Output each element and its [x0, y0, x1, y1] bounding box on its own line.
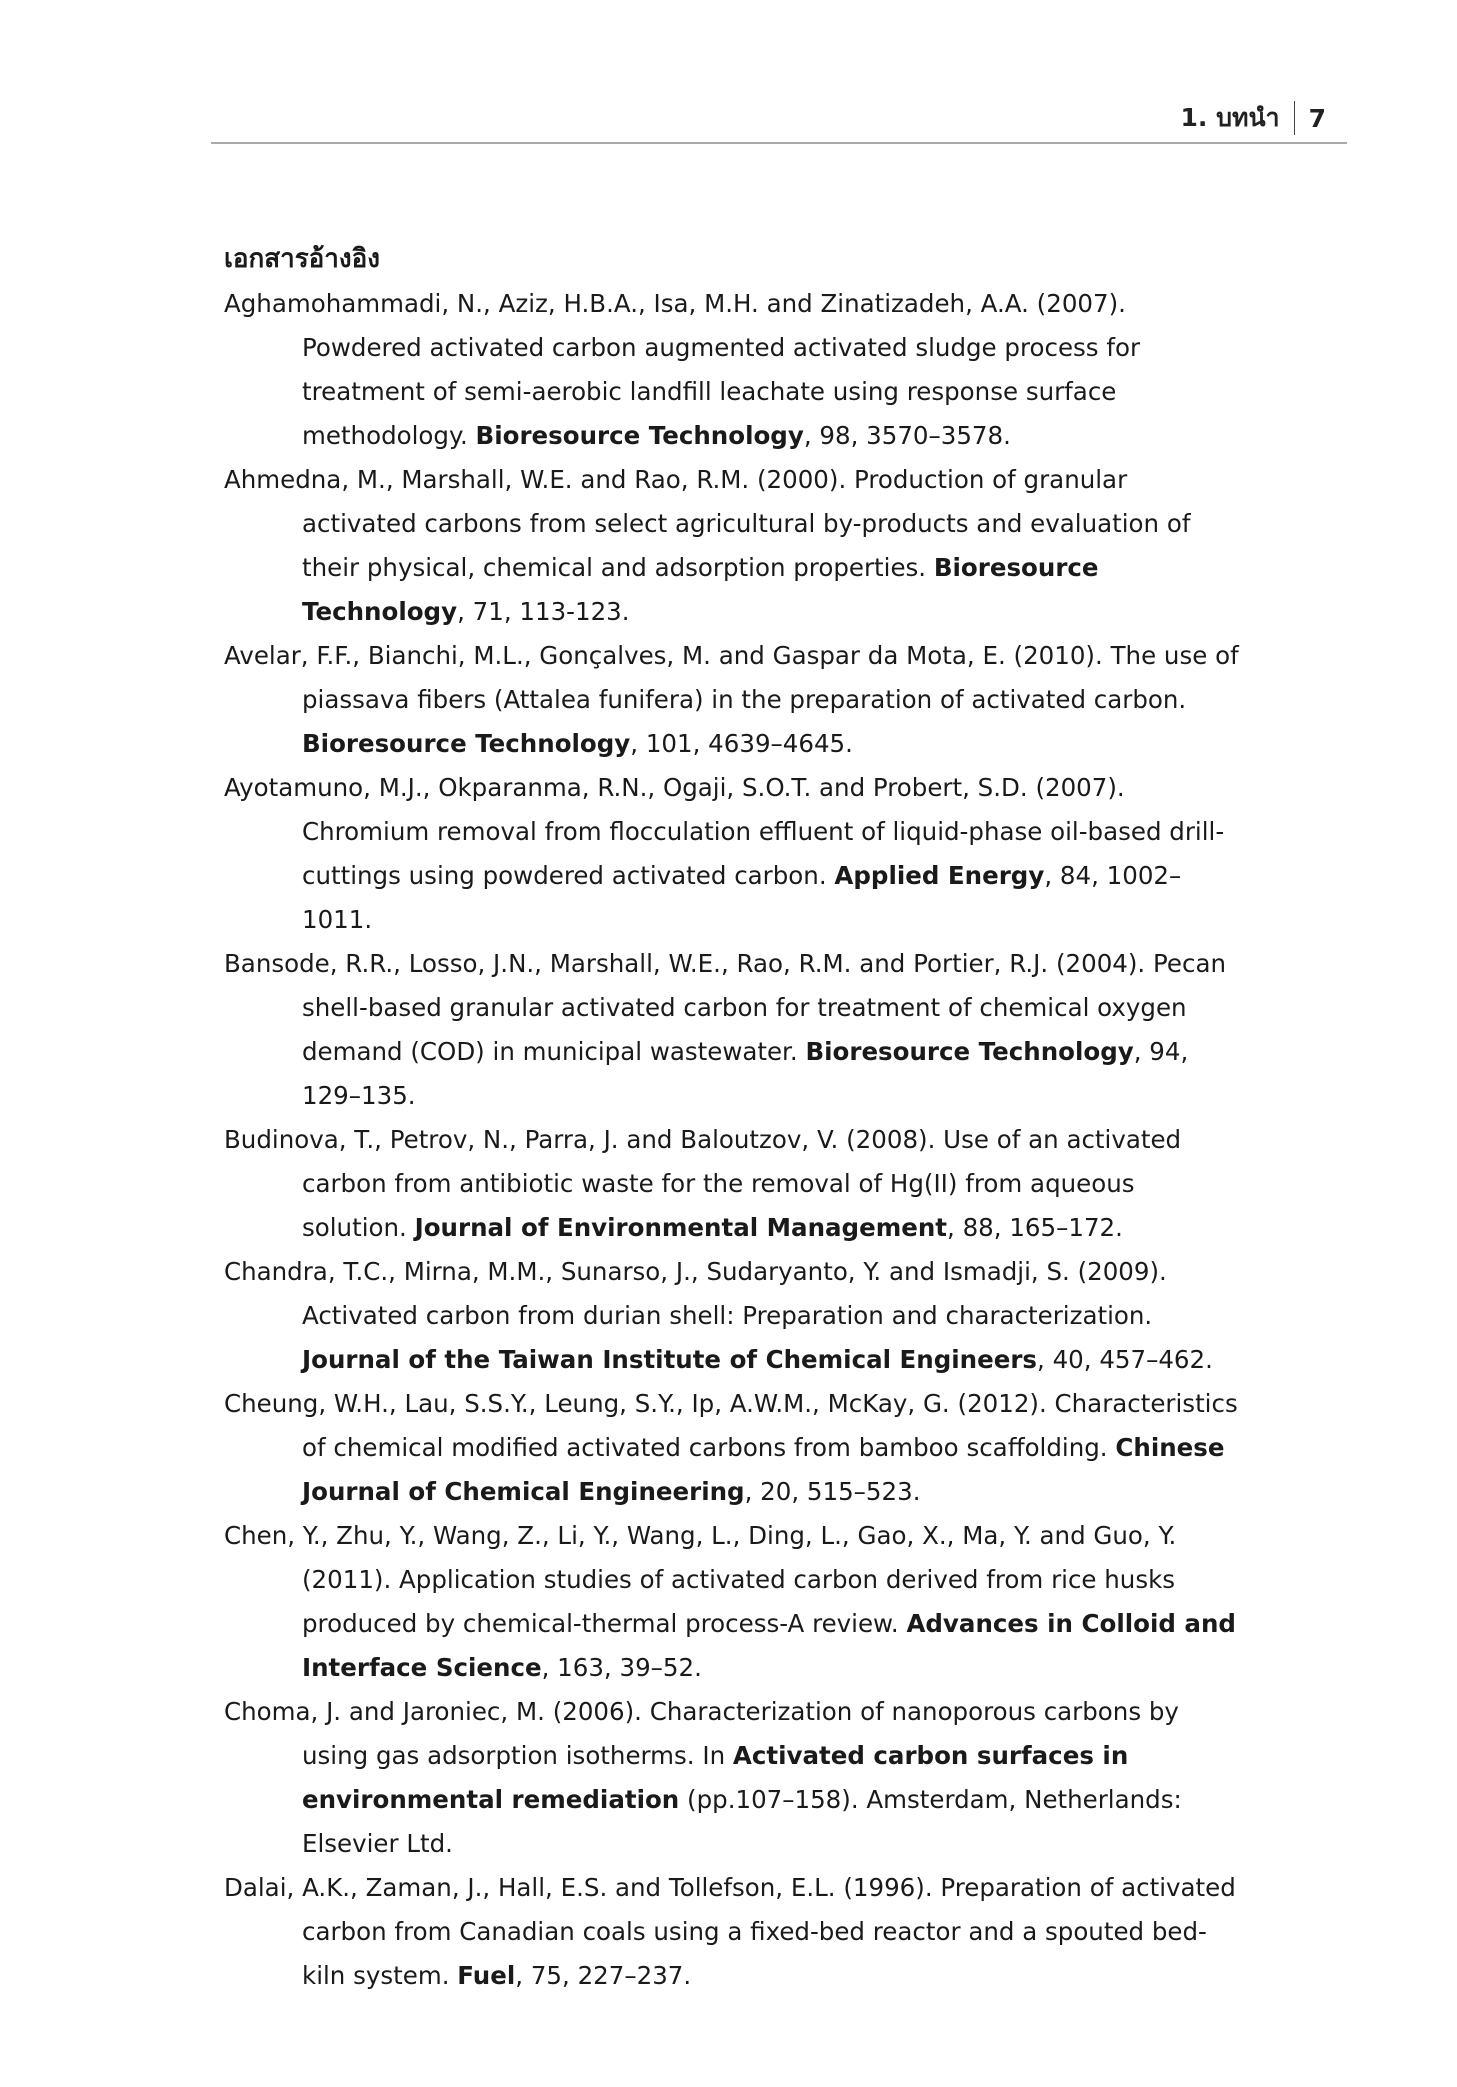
reference-list — [224, 282, 1244, 1998]
journal-title: Bioresource Technology — [805, 1037, 1134, 1066]
reference-item: Cheung, W.H., Lau, S.S.Y., Leung, S.Y., Ip, A.W.M., McKay, G. (2012). Characteristics of chemical modified activated carbons from bamboo scaffolding. Chinese Journal of Chemical Engineering, 20, 515–523. — [224, 1389, 1238, 1506]
reference-item: Bansode, R.R., Losso, J.N., Marshall, W.E., Rao, R.M. and Portier, R.J. (2004). Pecan shell-based granular activated carbon for treatment of chemical oxygen demand (COD) in municipal wastewater. Bioresource Technology, 94, 129–135. — [224, 949, 1226, 1110]
journal-title: Fuel — [457, 1961, 516, 1990]
journal-title: Journal of the Taiwan Institute of Chemical Engineers — [302, 1345, 1037, 1374]
journal-title: Bioresource Technology — [302, 729, 631, 758]
book-title: Activated carbon surfaces in environmental remediation — [302, 1741, 1129, 1814]
journal-title: Applied Energy — [834, 861, 1045, 890]
journal-title: Bioresource Technology — [475, 421, 804, 450]
reference-item: Ayotamuno, M.J., Okparanma, R.N., Ogaji, S.O.T. and Probert, S.D. (2007). Chromium removal from flocculation effluent of liquid-phase oil-based drill-cuttings using powdered activated carbon. Applied Energy, 84, 1002–1011. — [224, 773, 1225, 934]
section-title: เอกสารอ้างอิง — [224, 244, 380, 274]
journal-title: Bioresource Technology — [302, 553, 1099, 626]
reference-item: Chandra, T.C., Mirna, M.M., Sunarso, J., Sudaryanto, Y. and Ismadji, S. (2009). Activated carbon from durian shell: Preparation and characterization. Journal of the Taiwan Institute of Chemical Engineers, 40, 457–462. — [224, 1257, 1213, 1374]
chapter-label: 1. บทนำ — [1180, 103, 1280, 132]
reference-item: Choma, J. and Jaroniec, M. (2006). Characterization of nanoporous carbons by using gas adsorption isotherms. In Activated carbon surfaces in environmental remediation (pp.107–158). Amsterdam, Netherlands: Elsevier Ltd. — [224, 1697, 1182, 1858]
header-separator — [1294, 101, 1295, 135]
reference-item: Ahmedna, M., Marshall, W.E. and Rao, R.M. (2000). Production of granular activated carbons from select agricultural by-products and evaluation of their physical, chemical and adsorption properties. Bioresource Technology, 71, 113-123. — [224, 465, 1191, 626]
running-header — [1181, 98, 1326, 138]
page-number: 7 — [1308, 103, 1326, 133]
reference-item: Dalai, A.K., Zaman, J., Hall, E.S. and Tollefson, E.L. (1996). Preparation of activated carbon from Canadian coals using a fixed-bed reactor and a spouted bed-kiln system. Fuel, 75, 227–237. — [224, 1873, 1236, 1990]
reference-item: Budinova, T., Petrov, N., Parra, J. and Baloutzov, V. (2008). Use of an activated carbon from antibiotic waste for the removal of Hg(II) from aqueous solution. Journal of Environmental Management, 88, 165–172. — [224, 1125, 1182, 1242]
journal-title: Journal of Environmental Management — [414, 1213, 948, 1242]
reference-item: Chen, Y., Zhu, Y., Wang, Z., Li, Y., Wang, L., Ding, L., Gao, X., Ma, Y. and Guo, Y. (2011). Application studies of activated carbon derived from rice husks produced by chemical-thermal process-A review. Advances in Colloid and Interface Science, 163, 39–52. — [224, 1521, 1236, 1682]
journal-title: Chinese Journal of Chemical Engineering — [302, 1433, 1225, 1506]
reference-item: Aghamohammadi, N., Aziz, H.B.A., Isa, M.H. and Zinatizadeh, A.A. (2007). Powdered activated carbon augmented activated sludge process for treatment of semi-aerobic landfill leachate using response surface methodology. Bioresource Technology, 98, 3570–3578. — [224, 289, 1141, 450]
reference-item: Avelar, F.F., Bianchi, M.L., Gonçalves, M. and Gaspar da Mota, E. (2010). The use of piassava fibers (Attalea funifera) in the preparation of activated carbon. Bioresource Technology, 101, 4639–4645. — [224, 641, 1239, 758]
header-rule — [211, 142, 1347, 144]
journal-title: Advances in Colloid and Interface Science — [302, 1609, 1236, 1682]
